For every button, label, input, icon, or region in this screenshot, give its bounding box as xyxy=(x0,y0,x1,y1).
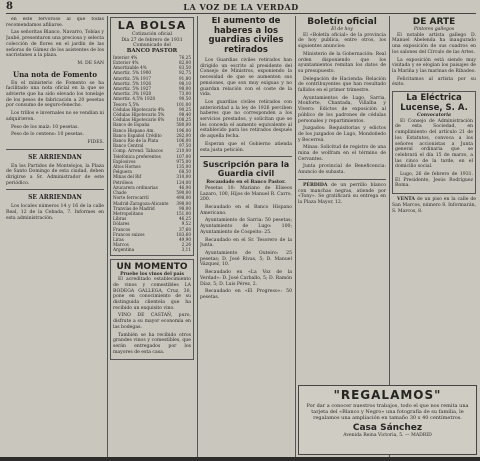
quote-value: 183,60 xyxy=(176,231,191,237)
page-number: 8 xyxy=(6,1,13,12)
quotes-table xyxy=(113,55,191,253)
quote-value: 2,26 xyxy=(181,242,191,248)
subscription-subtitle: Recaudado en el Banco Pastor. xyxy=(206,180,286,186)
paragraph: En el ministerio de Fomento se ha facilitado una nota oficial en la que se advierte que ha sido elevado los tonelaje de los pesos de fabricación a 20 pesetas por consumo de seguro-fenecho. xyxy=(6,80,104,109)
quote-value: 975,00 xyxy=(176,158,191,164)
quote-value: 310,00 xyxy=(176,174,191,180)
quote-value: 124,00 xyxy=(176,179,191,185)
paragraph: Los Guardias civiles retirados han dirigido un escrito al presidente del Consejo de Ministros, exponiendo la necesidad de que se aumenten sus pensiones, que son muy exiguas y no guardan relación con el coste de la vida. xyxy=(200,58,292,98)
paragraph: Las señoritas Blanco, Navarro, Tobías y Jaubé, presentaron una preciosa y selecta colección de flores en el jardín de las señoras de Gámez de los asistentes de los sacristanes a la plaza. xyxy=(6,30,104,59)
column-5 xyxy=(392,17,476,382)
bolsa-title: LA BOLSA xyxy=(117,19,187,32)
page-header xyxy=(6,1,476,14)
quote-name: Francos suizos xyxy=(113,231,145,237)
paragraph: El notable artista gallego D. Manuel Abelenda ha inaugurado una exposición de sus cuadros en los salones del Círculo de las Artes. xyxy=(392,32,476,55)
quote-name: Cédulas Hipotecario 5% xyxy=(113,112,165,118)
paragraph: También se ha recibido otros grandes vinos y comestibles, que serán entregados por los mayores de esta casa. xyxy=(113,332,191,355)
quote-name: Dólares xyxy=(113,221,130,227)
paragraph: Peso de lo centeno: 10 pesetas. xyxy=(11,132,84,138)
bolsa-bank: BANCO PASTOR xyxy=(126,48,178,55)
article-title: DE ARTE xyxy=(412,17,456,27)
quote-value: 76,25 xyxy=(179,54,191,60)
quote-name: Cédulas Hipotecario 4% xyxy=(113,106,165,112)
quote-value: 590,00 xyxy=(176,190,191,196)
column-4 xyxy=(298,17,386,382)
classified-title: VENTA xyxy=(397,197,415,203)
paragraph: Ayuntamiento de Outeiro: 25 pesetas; D. José Rivas, 5; D. Manuel Vázquez, 10. xyxy=(200,250,292,268)
bolsa-subtitle: Cotización oficial xyxy=(131,32,173,37)
paragraph: Los locales números 14 y 16 de la calle Real, 12 de la Cebada, 7. Informes en esta administración. xyxy=(6,204,104,221)
quote-name: Banco Hispano Am. xyxy=(113,127,155,133)
quote-name: Exterior 4% xyxy=(113,60,139,66)
quote-value: 37,60 xyxy=(179,226,191,232)
article-subtitle: El de hoy xyxy=(331,27,353,32)
quote-value: 3,11 xyxy=(181,247,191,253)
quote-name: Tesoro 5,5% xyxy=(113,101,140,107)
quote-name: Interior 4% xyxy=(113,54,138,60)
signature: FIDES. xyxy=(87,139,104,145)
quote-name: Banco de España xyxy=(113,122,150,128)
quote-value: 73,00 xyxy=(179,91,191,97)
paragraph: El Consejo de Administración de esta Sociedad, en cumplimiento del artículo 21 de los Estatutos, convoca a los señores accionistas a Junta general ordinaria que se celebrará el día 15 de marzo, a las cinco de la tarde, en el domicilio social. xyxy=(395,118,473,170)
paragraph: Peso de los maíz: 10 pesetas. xyxy=(11,124,79,130)
paragraph: En los Partidos de Montelojos, la Plaza de Santo Domingo de esta ciudad, deben dirigirse a Sr. Administrador de este periódico. xyxy=(6,163,104,186)
paragraph: VINO DE CASTAÑ, puro, disfrute a su mayor economía en las bodegas. xyxy=(113,313,191,330)
quote-value: 101,00 xyxy=(176,101,191,107)
quote-value: 196,00 xyxy=(176,127,191,133)
bolsa-date: Día 27 de febrero de 1931 xyxy=(121,37,183,43)
quote-name: Explosivos xyxy=(113,158,136,164)
quote-name: Chade xyxy=(113,190,127,196)
quote-value: 107,00 xyxy=(176,153,191,159)
quote-name: Banco Central xyxy=(113,143,144,149)
quote-name: Amortiz. 5% 1927 xyxy=(113,86,152,92)
classified xyxy=(392,197,476,214)
paragraph: Felicitamos al artista por su éxito. xyxy=(392,76,476,88)
quote-name: Petróleos xyxy=(113,179,133,185)
column-rule xyxy=(107,16,108,461)
quote-value: 282,00 xyxy=(176,132,191,138)
company-notice xyxy=(392,91,476,194)
quote-value: 9,52 xyxy=(181,221,191,227)
advertisement-box xyxy=(298,385,477,455)
bolsa-org: Comunicado del xyxy=(133,43,171,49)
paragraph: Recaudado en «El Progreso»: 50 pesetas. xyxy=(200,289,292,300)
paragraph: Pesetas 10: Mariano de Eliseos Lazaro, 100, Hijos de Manuel R. Carro, 200. xyxy=(200,185,292,203)
quote-value: 90,50 xyxy=(179,96,191,102)
quote-name: Amortiz. 5% 1900 xyxy=(113,70,152,76)
quote-name: Altos Hornos xyxy=(113,164,141,170)
quote-name: Telefónica preferentes xyxy=(113,153,161,159)
paragraph: La exposición está siendo muy visitada y se elogian los paisajes de la Mariña y las marinas de Ribadeo. xyxy=(392,57,476,74)
column-3 xyxy=(200,17,292,457)
company-name: La Eléctrica Lucense, S. A. xyxy=(400,93,468,113)
quote-value: 106,00 xyxy=(176,138,191,144)
quote-value: 90,25 xyxy=(179,106,191,112)
quote-name: Amortiz. 5% 1926 xyxy=(113,80,152,86)
paragraph: Ayuntamiento de Sarria: 50 pesetas; Ayuntamiento de Lugo: 100; Ayuntamiento de Cospeito: 25. xyxy=(200,218,292,235)
quote-value: 91,80 xyxy=(179,75,191,81)
paragraph: Los trillos e invernales no se vendían ni adquirieron. xyxy=(6,111,104,122)
ad-address: Avenida Reina Victoria, 5. — MADRID xyxy=(343,433,432,438)
quote-value: 98,10 xyxy=(179,80,191,86)
paragraph: Ayuntamientos de Lugo, Sarria, Monforte, Chantada, Villalba y Vivero: Edictos de exposición al público de los padrones de cédulas personales y repartimientos. xyxy=(298,95,386,124)
paragraph: El acreditado establecimiento de vinos y comestibles LA BODEGA GALLEGA, Cruz, 30, pone en conocimiento de su distinguida clientela que ha recibido un exquisito vino. xyxy=(113,277,191,311)
paragraph: Minas: Solicitud de registro de una mina de wolfram en el término de Cervantes. xyxy=(298,145,386,162)
paragraph: Junta provincial de Beneficencia: Anuncio de subasta. xyxy=(298,164,386,176)
classified-text: de un perrillo blanco con manchas negras, atiende por «Tony». Se gratificará su entrega en la Plaza Mayor, 12. xyxy=(298,182,386,205)
quote-name: Metropolitano xyxy=(113,210,144,216)
paragraph: El «Boletín oficial» de la provincia de hoy publica, entre otros, los siguientes anuncios: xyxy=(298,32,386,50)
paragraph: Recaudado en «La Voz de la Verdad»: D. José Carballo, 5; D. Ramón Díaz, 5; D. Luis Pérez, 2. xyxy=(200,270,292,287)
quote-value: 398,00 xyxy=(176,200,191,206)
classified-text: de un piso en la calle de San Marcos, número 8. Informarán, S. Marcos, 8. xyxy=(392,197,476,214)
quote-name: Amortiz. 3% 1928 xyxy=(113,91,152,97)
ad-headline: "REGALAMOS" xyxy=(333,388,442,402)
quote-value: 92,75 xyxy=(179,70,191,76)
classified-title: SE ARRIENDAN xyxy=(28,153,82,161)
paragraph: Recaudado en el Sr. Tesorero de la Junta. xyxy=(200,237,292,249)
ad-body: Por dar a conocer nuestros trabajos, todo el que nos remita una tarjeta del «Blanco y Negro» una fotografía de su familia, le regalamos una ampliación en tamaño 30 x 40 centímetros. xyxy=(306,403,469,421)
quote-name: Amortizable 4% xyxy=(113,65,147,71)
quote-name: Francos xyxy=(113,226,131,232)
quote-value: 151,00 xyxy=(176,210,191,216)
bolsa-box xyxy=(110,17,194,256)
quote-value: 98,00 xyxy=(179,86,191,92)
quote-value: 498,00 xyxy=(176,195,191,201)
momento-subtitle: Pruebe los vinos del país xyxy=(120,271,184,277)
classified-title: SE ARRIENDAN xyxy=(28,194,82,202)
quote-value: 46,00 xyxy=(179,184,191,190)
column-rule xyxy=(295,16,296,461)
quote-value: 49,90 xyxy=(179,236,191,242)
paragraph: Los guardias civiles retirados con anterioridad a la ley de 1926 perciben haberes que no corresponden a los servicios prestados, y solicitan que se les conceda el aumento equivalente al establecido para los retirados después de aquella fecha. xyxy=(200,99,292,140)
classified xyxy=(298,183,386,206)
momento-box xyxy=(110,259,194,361)
quote-name: Libras xyxy=(113,216,127,222)
quote-name: Felguera xyxy=(113,169,132,175)
paragraph: Juzgados: Requisitorias y edictos de los juzgados de Lugo, Mondoñedo y Becerreá. xyxy=(298,126,386,143)
quote-name: Cédulas Hipotecario 6% xyxy=(113,117,165,123)
column-1 xyxy=(6,17,104,457)
quote-value: 135,00 xyxy=(176,164,191,170)
quote-name: Amortiz. 4,5% 1928 xyxy=(113,96,156,102)
quote-value: 83,50 xyxy=(179,65,191,71)
ad-firm: Casa Sánchez xyxy=(352,423,423,433)
quote-value: 82,00 xyxy=(179,60,191,66)
quote-value: 46,25 xyxy=(179,216,191,222)
classified-title: PÉRDIDA xyxy=(303,182,328,188)
quote-name: Banco Español Crédito xyxy=(113,132,162,138)
quote-value: 108,25 xyxy=(176,117,191,123)
notice-subtitle: Convocatoria xyxy=(417,113,451,119)
page-bottom-edge xyxy=(0,457,480,461)
column-2 xyxy=(110,17,194,457)
quote-name: Marcos xyxy=(113,242,129,248)
quote-value: 98,00 xyxy=(179,205,191,211)
quote-name: Madrid-Zaragoza-Alicante xyxy=(113,200,169,206)
quote-name: Comp. Arrend. Tabacos xyxy=(113,148,163,154)
column-rule xyxy=(197,16,198,461)
signature: M. DE SAN xyxy=(77,60,104,66)
quote-name: Banco Río de la Plata xyxy=(113,138,159,144)
section-title: Una nota de Fomento xyxy=(12,69,98,79)
quote-name: Norte ferrocarril xyxy=(113,195,149,201)
quote-value: 98,40 xyxy=(179,112,191,118)
quote-value: 97,50 xyxy=(179,143,191,149)
quote-value: 580,00 xyxy=(176,122,191,128)
quote-name: Azucarera ordinarias xyxy=(113,184,158,190)
paragraph: Esperan que el Gobierno atienda esta justa petición. xyxy=(200,141,292,153)
newspaper-title: LA VOZ DE LA VERDAD xyxy=(183,2,299,12)
quote-value: 210,00 xyxy=(176,148,191,154)
paragraph: Ministerio de la Gobernación: Real orden disponiendo que los ayuntamientos remitan los datos de su presupuesto. xyxy=(298,51,386,74)
subscription-title: Suscripción para la Guardia civil xyxy=(202,160,290,179)
paragraph: en este fervoroso al que todas recomendamos afiliarse. xyxy=(6,17,104,28)
paragraph: Delegación de Hacienda: Relación de contribuyentes que han resultado fallidos en el primer trimestre. xyxy=(298,76,386,94)
quote-name: Argentina xyxy=(113,247,135,253)
quote-name: Minas del Rif xyxy=(113,174,142,180)
quote-name: Liras xyxy=(113,236,124,242)
quote-row xyxy=(113,247,191,252)
article-subtitle: Pintores gallegos xyxy=(413,27,455,32)
paragraph: Recaudado en el Banco Hispano Americano. xyxy=(200,205,292,216)
article-title: Boletín oficial xyxy=(307,17,377,27)
quote-name: Tranvías de Madrid xyxy=(113,205,155,211)
momento-title: UN MOMENTO xyxy=(116,261,188,272)
quote-name: Amortiz. 5% 1917 xyxy=(113,75,152,81)
paragraph: Lugo, 26 de febrero de 1931. El Presidente, Jesús Rodríguez Roma. xyxy=(395,172,473,189)
article-title: El aumento de haberes a los guardias civiles retirados xyxy=(208,17,284,55)
quote-value: 68,50 xyxy=(179,169,191,175)
